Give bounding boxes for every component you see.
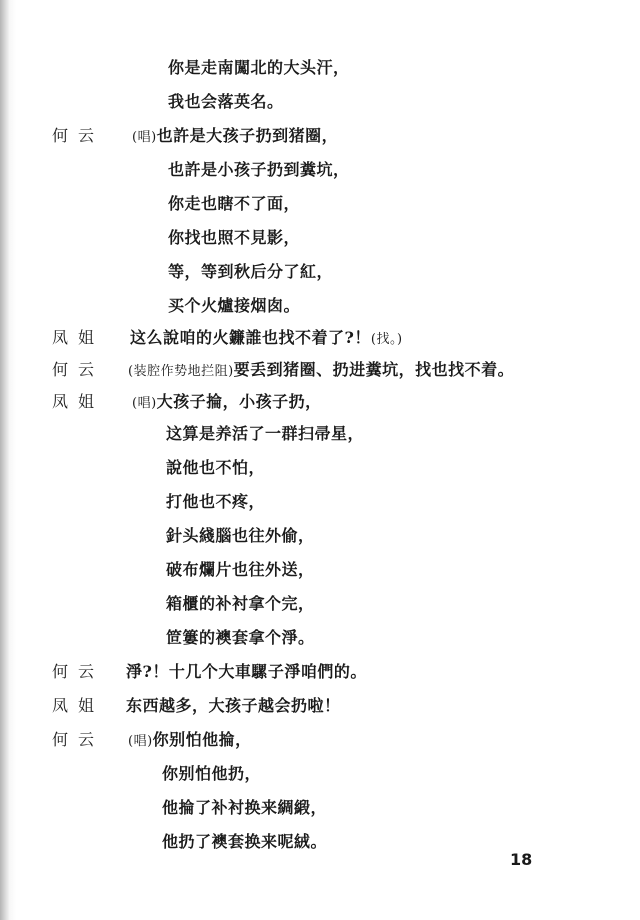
speaker-name: 何云	[52, 662, 105, 681]
verse-line: 你别怕他扔，	[162, 764, 262, 783]
verse-text: 大孩子掄，小孩子扔，	[156, 392, 322, 411]
dialogue-line	[128, 360, 514, 382]
speaker-name: 何云	[52, 126, 105, 145]
dialogue-line	[132, 392, 322, 414]
page-edge-shadow	[0, 0, 16, 920]
verse-line: 他扔了襖套换来呢絨。	[162, 832, 328, 851]
verse-line: 等，等到秋后分了紅，	[168, 262, 334, 281]
verse-line: 說他也不怕，	[166, 458, 266, 477]
speaker-name: 凤姐	[52, 696, 105, 715]
stage-direction: (唱)	[132, 130, 157, 145]
verse-text: 你别怕他掄，	[152, 730, 252, 749]
dialogue-line	[132, 126, 338, 148]
dialogue-line	[130, 328, 403, 350]
speaker-name: 何云	[52, 360, 105, 379]
dialogue-text: 这么說咱的火鐮誰也找不着了?！	[130, 328, 371, 347]
verse-line: 我也会落英名。	[168, 92, 284, 111]
dialogue-line: 淨?！十几个大車騾子淨咱們的。	[126, 662, 367, 681]
verse-line: 他掄了补衬换来綢緞，	[162, 798, 328, 817]
verse-line: 你走也瞎不了面，	[168, 194, 301, 213]
stage-direction: (装腔作势地拦阻)	[128, 364, 234, 379]
verse-line: 笸簍的襖套拿个淨。	[166, 628, 315, 647]
verse-line: 你找也照不見影，	[168, 228, 301, 247]
dialogue-line	[128, 730, 252, 752]
verse-line: 买个火爐接烟囱。	[168, 296, 301, 315]
verse-text: 也許是大孩子扔到猪圈，	[156, 126, 339, 145]
stage-direction: (唱)	[132, 396, 157, 411]
dialogue-text: 要丢到猪圈、扔进糞坑，找也找不着。	[233, 360, 515, 379]
stage-direction: (唱)	[128, 734, 153, 749]
verse-line: 針头綫腦也往外偷，	[166, 526, 315, 545]
verse-line: 这算是养活了一群扫帚星，	[166, 424, 365, 443]
verse-line: 破布爛片也往外送，	[166, 560, 315, 579]
dialogue-line: 东西越多，大孩子越会扔啦！	[126, 696, 341, 715]
speaker-name: 凤姐	[52, 392, 105, 411]
verse-line: 也許是小孩子扔到糞坑，	[168, 160, 350, 179]
verse-line: 箱櫃的补衬拿个完，	[166, 594, 315, 613]
speaker-name: 何云	[52, 730, 105, 749]
verse-line: 你是走南闖北的大头汗，	[168, 58, 350, 77]
verse-line: 打他也不疼，	[166, 492, 266, 511]
speaker-name: 凤姐	[52, 328, 105, 347]
stage-direction: (找。)	[370, 332, 403, 347]
page-number: 18	[510, 850, 533, 869]
